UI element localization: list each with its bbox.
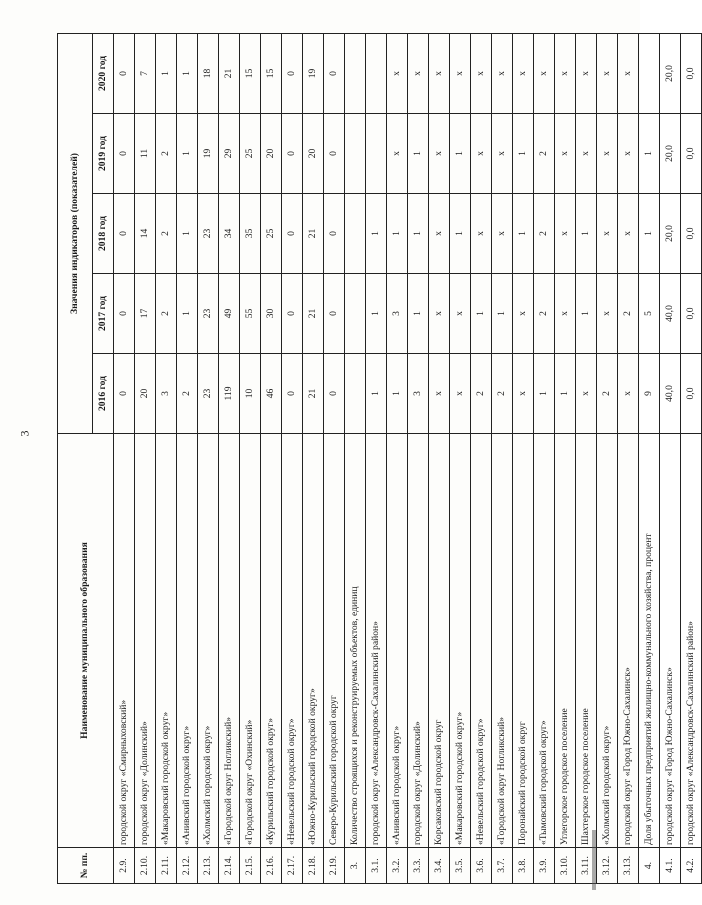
row-number: 3.1. [366,848,387,884]
table-row [639,33,660,883]
indicator-value: 1 [156,33,177,113]
indicator-value: 1 [366,274,387,354]
municipality-name: «Невельский городской округ» [471,434,492,848]
table-row [618,33,639,883]
table-row [303,33,324,883]
indicator-value: 19 [303,33,324,113]
municipality-name: «Холмский городской округ» [198,434,219,848]
indicators-table [57,33,702,884]
indicator-value: 1 [408,114,429,194]
page-number: 3 [17,430,32,437]
indicator-value: x [429,354,450,434]
indicator-value: 2 [534,274,555,354]
indicator-value: x [618,114,639,194]
row-number: 2.14. [219,848,240,884]
indicator-value: 20,0 [660,114,681,194]
row-number: 4. [639,848,660,884]
indicator-value: 0,0 [681,194,702,274]
row-number: 4.2. [681,848,702,884]
row-number: 3.9. [534,848,555,884]
indicator-value: 3 [156,354,177,434]
indicator-value: 0 [282,33,303,113]
indicator-value: 23 [198,274,219,354]
municipality-name: городской округ «Смирныховский» [114,434,135,848]
indicator-value: x [429,114,450,194]
municipality-name: «Анивский городской округ» [387,434,408,848]
municipality-name: «Городской округ Ногликский» [219,434,240,848]
indicator-value: 1 [387,194,408,274]
table-row [240,33,261,883]
table-row [450,33,471,883]
indicator-value: x [555,33,576,113]
row-number: 3.13. [618,848,639,884]
indicator-value: 15 [240,33,261,113]
indicator-value: 29 [219,114,240,194]
indicator-value: 1 [576,274,597,354]
indicator-value: x [555,194,576,274]
indicator-value [366,33,387,113]
indicator-value: 23 [198,354,219,434]
indicator-value: 9 [639,354,660,434]
indicator-value: 0,0 [681,274,702,354]
indicator-value: 0 [114,194,135,274]
municipality-name: Поронайский городской округ [513,434,534,848]
scan-mark [592,830,596,890]
indicator-value: 0,0 [681,114,702,194]
indicator-value: 20,0 [660,33,681,113]
indicator-value: 1 [555,354,576,434]
indicator-value: x [534,33,555,113]
indicator-value [345,114,366,194]
indicator-value: 1 [177,114,198,194]
indicator-value: 1 [639,194,660,274]
indicator-value: 40,0 [660,354,681,434]
indicator-value: 2 [597,354,618,434]
indicator-value: 1 [534,354,555,434]
indicator-value: x [450,354,471,434]
table-row [681,33,702,883]
indicator-value: 119 [219,354,240,434]
row-number: 2.9. [114,848,135,884]
row-number: 3.5. [450,848,471,884]
indicator-value: 1 [177,33,198,113]
table-row [387,33,408,883]
municipality-name: Количество строящихся и реконструируемых объектов, единиц [345,434,366,848]
municipality-name: «Городской округ «Охинский» [240,434,261,848]
rotated-table-container [57,34,696,884]
indicator-value: 0,0 [681,33,702,113]
indicator-value: 1 [366,354,387,434]
row-number: 2.18. [303,848,324,884]
row-number: 3.8. [513,848,534,884]
indicator-value: 0 [282,114,303,194]
table-row [366,33,387,883]
table-row [471,33,492,883]
indicator-value: 15 [261,33,282,113]
indicator-value: x [576,354,597,434]
indicator-value: 0 [324,33,345,113]
row-number: 2.19. [324,848,345,884]
municipality-name: Северо-Курильский городской округ [324,434,345,848]
table-row [513,33,534,883]
indicator-value: 1 [513,194,534,274]
indicator-value: 3 [387,274,408,354]
municipality-name: «Макаровский городской округ» [450,434,471,848]
indicator-value: x [618,354,639,434]
indicator-value: 21 [303,274,324,354]
indicator-value: x [450,33,471,113]
indicator-value: 1 [492,274,513,354]
indicator-value: 11 [135,114,156,194]
indicator-value: 0 [114,114,135,194]
indicator-value: x [492,33,513,113]
municipality-name: «Тымовский городской округ» [534,434,555,848]
indicator-value: 0 [282,194,303,274]
indicator-value: 21 [219,33,240,113]
indicator-value: 35 [240,194,261,274]
municipality-name: городской округ «Долинский» [408,434,429,848]
indicator-value: 1 [450,194,471,274]
indicator-value: 0,0 [681,354,702,434]
table-row [177,33,198,883]
header-year: 2019 год [93,114,114,194]
indicator-value: 19 [198,114,219,194]
indicator-value: 5 [639,274,660,354]
indicator-value: 10 [240,354,261,434]
indicator-value: x [429,33,450,113]
header-year: 2017 год [93,274,114,354]
indicator-value: 1 [408,274,429,354]
indicator-value: 0 [114,33,135,113]
indicator-value: x [555,114,576,194]
indicator-value: 0 [324,114,345,194]
row-number: 3.2. [387,848,408,884]
indicator-value: 1 [177,194,198,274]
indicator-value [639,33,660,113]
indicator-value: x [387,114,408,194]
row-number: 2.13. [198,848,219,884]
municipality-name: городской округ «Александровск-Сахалинский район» [366,434,387,848]
municipality-name: городской округ «Город Южно-Сахалинск» [618,434,639,848]
indicator-value: x [597,114,618,194]
municipality-name: Углегорское городское поселение [555,434,576,848]
indicator-value: 2 [156,114,177,194]
row-number: 3.11. [576,848,597,884]
row-number: 2.12. [177,848,198,884]
table-body [114,33,702,883]
header-values: Значения индикаторов (показателей) [58,33,93,433]
indicator-value: 25 [261,194,282,274]
indicator-value: 21 [303,194,324,274]
municipality-name: Шахтерское городское поселение [576,434,597,848]
row-number: 4.1. [660,848,681,884]
indicator-value: x [576,33,597,113]
row-number: 3.3. [408,848,429,884]
municipality-name: Корсаковский городской округ [429,434,450,848]
indicator-value: 0 [114,274,135,354]
municipality-name: «Курильский городской округ» [261,434,282,848]
row-number: 2.15. [240,848,261,884]
indicator-value [345,33,366,113]
table-row [408,33,429,883]
indicator-value [345,274,366,354]
row-number: 3.7. [492,848,513,884]
row-number: 2.11. [156,848,177,884]
indicator-value: 18 [198,33,219,113]
indicator-value: 20,0 [660,194,681,274]
municipality-name: городской округ «Город Южно-Сахалинск» [660,434,681,848]
indicator-value: 0 [114,354,135,434]
table-row [576,33,597,883]
indicator-value: 2 [156,274,177,354]
indicator-value: 1 [177,274,198,354]
indicator-value: 1 [366,194,387,274]
indicator-value: x [387,33,408,113]
indicator-value: 2 [156,194,177,274]
indicator-value: x [492,194,513,274]
indicator-value: 23 [198,194,219,274]
municipality-name: «Анивский городской округ» [177,434,198,848]
indicator-value: x [429,274,450,354]
table-row [429,33,450,883]
header-num: № пп. [58,848,114,884]
municipality-name: «Невельский городской округ» [282,434,303,848]
indicator-value: x [618,194,639,274]
header-year: 2016 год [93,354,114,434]
table-row [324,33,345,883]
indicator-value: x [471,194,492,274]
indicator-value: x [450,274,471,354]
indicator-value: 0 [282,274,303,354]
table-row [534,33,555,883]
indicator-value: 21 [303,354,324,434]
header-name: Наименование муниципального образования [58,434,114,848]
row-number: 3.12. [597,848,618,884]
indicator-value: 49 [219,274,240,354]
indicator-value: 2 [177,354,198,434]
indicator-value: x [576,114,597,194]
indicator-value: 1 [408,194,429,274]
indicator-value: x [597,33,618,113]
indicator-value: x [513,354,534,434]
indicator-value: 1 [576,194,597,274]
indicator-value: 2 [492,354,513,434]
table-row [114,33,135,883]
indicator-value: 3 [408,354,429,434]
row-number: 3.4. [429,848,450,884]
indicator-value: x [597,194,618,274]
indicator-value [345,194,366,274]
municipality-name: «Макаровский городской округ» [156,434,177,848]
indicator-value: 20 [303,114,324,194]
row-number: 2.16. [261,848,282,884]
table-row [261,33,282,883]
indicator-value: 20 [261,114,282,194]
municipality-name: «Южно-Курильский городской округ» [303,434,324,848]
table-row [282,33,303,883]
indicator-value: 20 [135,354,156,434]
indicator-value [366,114,387,194]
indicator-value: x [408,33,429,113]
indicator-value: 1 [450,114,471,194]
indicator-value: 1 [639,114,660,194]
header-year: 2020 год [93,33,114,113]
indicator-value [345,354,366,434]
indicator-value: 2 [534,114,555,194]
table-row [597,33,618,883]
indicator-value: 7 [135,33,156,113]
indicator-value: 0 [282,354,303,434]
indicator-value: 1 [471,274,492,354]
table-row [156,33,177,883]
indicator-value: x [513,33,534,113]
header-year: 2018 год [93,194,114,274]
indicator-value: 2 [471,354,492,434]
municipality-name: городской округ «Александровск-Сахалинский район» [681,434,702,848]
indicator-value: 46 [261,354,282,434]
municipality-name: Доля убыточных предприятий жилищно-коммунального хозяйства, процент [639,434,660,848]
indicator-value: x [555,274,576,354]
indicator-value: 1 [513,114,534,194]
indicator-value: 34 [219,194,240,274]
row-number: 3.6. [471,848,492,884]
table-row [345,33,366,883]
municipality-name: «Холмский городской округ» [597,434,618,848]
indicator-value: 0 [324,274,345,354]
row-number: 2.10. [135,848,156,884]
indicator-value: 30 [261,274,282,354]
indicator-value: 2 [534,194,555,274]
indicator-value: 17 [135,274,156,354]
indicator-value: 55 [240,274,261,354]
indicator-value: 2 [618,274,639,354]
indicator-value: x [492,114,513,194]
indicator-value: x [471,33,492,113]
indicator-value: x [513,274,534,354]
indicator-value: x [471,114,492,194]
table-row [555,33,576,883]
indicator-value: 0 [324,194,345,274]
table-row [660,33,681,883]
indicator-value: 1 [387,354,408,434]
table-row [135,33,156,883]
row-number: 3. [345,848,366,884]
indicator-value: x [618,33,639,113]
indicator-value: 14 [135,194,156,274]
indicator-value: 40,0 [660,274,681,354]
indicator-value: 25 [240,114,261,194]
row-number: 2.17. [282,848,303,884]
indicator-value: 0 [324,354,345,434]
indicator-value: x [429,194,450,274]
municipality-name: городской округ «Долинский» [135,434,156,848]
table-row [198,33,219,883]
row-number: 3.10. [555,848,576,884]
municipality-name: «Городской округ Ногликский» [492,434,513,848]
table-row [219,33,240,883]
indicator-value: x [597,274,618,354]
table-row [492,33,513,883]
